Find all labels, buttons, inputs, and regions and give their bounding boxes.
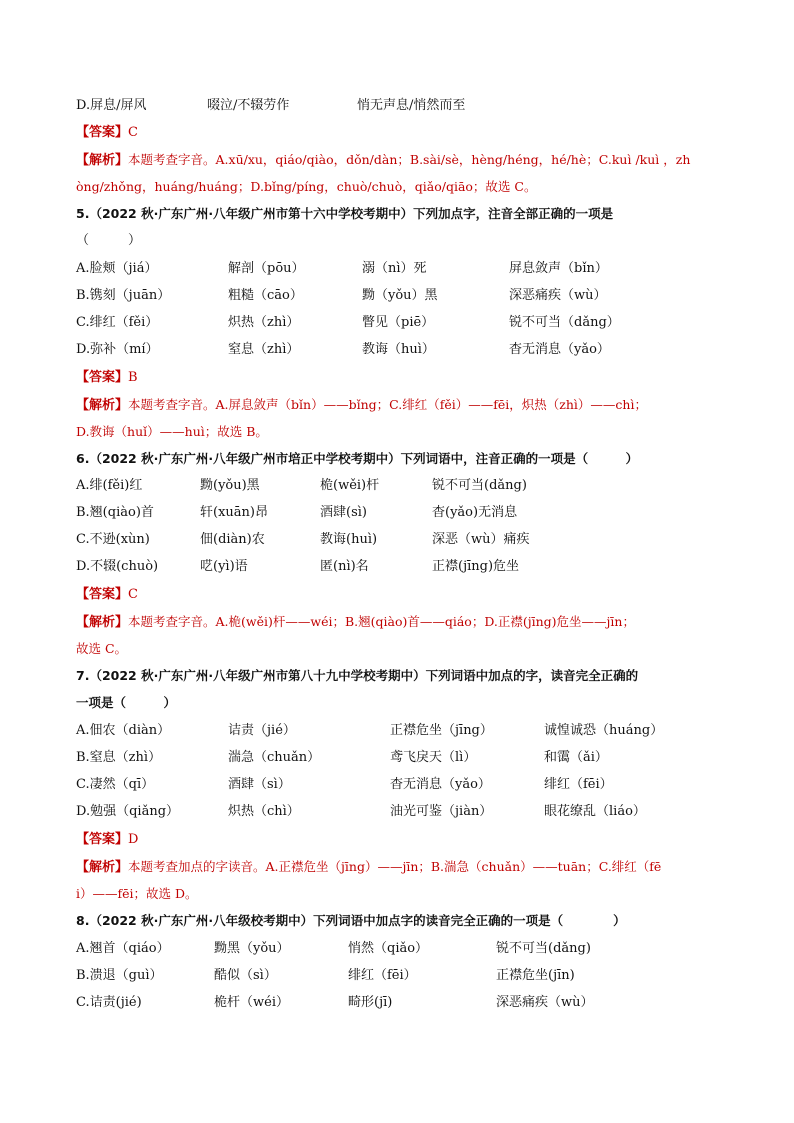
answer-tag: 【答案】 (76, 125, 129, 140)
option-item: B.窒息（zhì） (76, 750, 162, 765)
option-item: 正襟危坐（jīng） (390, 723, 493, 738)
option-item: A.翘首（qiáo） (76, 941, 170, 956)
q7-analysis-line-2 (76, 885, 198, 904)
option-item: 油光可鉴（jiàn） (390, 804, 493, 819)
q8-stem-line-1: 8.（2022 秋·广东广州·八年级校考期中）下列词语中加点字的读音完全正确的一项是（ ） (76, 913, 626, 928)
q5-answer (76, 369, 138, 387)
option-item: 深恶痛疾（wù） (509, 288, 607, 303)
analysis-tag: 【解析】 (76, 860, 129, 875)
option-item: 鸢飞戾天（lì） (390, 750, 477, 765)
option-item: 佃(diàn)农 (200, 532, 265, 547)
option-item: 瞥见（piē） (362, 315, 435, 330)
option-item: C.诘责(jié) (76, 995, 142, 1010)
answer-value: B (128, 370, 138, 385)
option-item: 诘责（jié） (228, 723, 296, 738)
analysis-text: D.教诲（huǐ）——huì；故选 B。 (76, 424, 268, 439)
analysis-tag: 【解析】 (76, 153, 129, 168)
option-item: 窒息（zhì） (228, 342, 300, 357)
option-item: 杳无消息（yǎo） (390, 777, 491, 792)
option-item: C.不逊(xùn) (76, 532, 150, 547)
option-item: 黝（yǒu）黑 (362, 288, 438, 303)
option-item: D.弥补（mí） (76, 342, 159, 357)
option-item: B.翘(qiào)首 (76, 505, 154, 520)
analysis-text: 故选 C。 (76, 641, 128, 656)
option-d-item-2: 啜泣/不辍劳作 (207, 98, 290, 113)
option-item: 桅(wěi)杆 (320, 478, 380, 493)
option-item: C.绯红（fěi） (76, 315, 159, 330)
option-item: 和霭（ǎi） (544, 750, 608, 765)
option-d-item-1: D.屏息/屏风 (76, 98, 147, 113)
option-item: 溺（nì）死 (362, 261, 427, 276)
q4-answer (76, 124, 138, 142)
option-item: 湍急（chuǎn） (228, 750, 321, 765)
analysis-text: 本题考查字音。A.屏息敛声（bǐn）——bǐng；C.绯红（fěi）——fēi，炽热（zhì）——chì； (128, 397, 647, 412)
option-item: 黝黑（yǒu） (214, 941, 290, 956)
option-item: B.溃退（guì） (76, 968, 163, 983)
answer-value: C (128, 125, 138, 140)
q7-analysis-line-1 (76, 858, 661, 877)
q5-analysis-line-2 (76, 423, 268, 442)
option-item: 炽热（chì） (228, 804, 300, 819)
option-item: 黝(yǒu)黑 (200, 478, 260, 493)
option-item: 畸形(jī) (348, 995, 393, 1010)
q7-stem-line-1: 7.（2022 秋·广东广州·八年级广州市第八十九中学校考期中）下列词语中加点的字，读音完全正确的 (76, 668, 639, 683)
analysis-text: òng/zhǒng，huáng/huáng；D.bǐng/píng，chuò/chuò，qiǎo/qiāo；故选 C。 (76, 179, 537, 194)
option-item: 解剖（pōu） (228, 261, 305, 276)
analysis-text: 本题考查字音。A.xū/xu，qiáo/qiào，dǒn/dàn；B.sài/sè，hèng/héng，hé/hè；C.kuì /kuì ，zh (128, 152, 691, 167)
option-item: 正襟(jīng)危坐 (432, 559, 520, 574)
q6-analysis-line-2 (76, 640, 127, 659)
option-d-item-3: 悄无声息/悄然而至 (357, 98, 466, 113)
option-item: 呓(yì)语 (200, 559, 248, 574)
option-item: 粗糙（cāo） (228, 288, 303, 303)
option-item: 教诲(huì) (320, 532, 378, 547)
option-item: 绯红（fēi） (544, 777, 613, 792)
option-item: 正襟危坐(jīn) (496, 968, 575, 983)
option-item: 教诲（huì） (362, 342, 435, 357)
answer-tag: 【答案】 (76, 832, 129, 847)
option-item: 绯红（fēi） (348, 968, 417, 983)
option-item: B.镌刻（juān） (76, 288, 171, 303)
option-item: 炽热（zhì） (228, 315, 300, 330)
q4-analysis-line-2 (76, 178, 536, 197)
q6-answer (76, 586, 138, 604)
option-item: A.脸颊（jiá） (76, 261, 158, 276)
option-item: 屏息敛声（bǐn） (509, 261, 608, 276)
option-item: 杳无消息（yǎo） (509, 342, 610, 357)
option-item: D.不辍(chuò) (76, 559, 159, 574)
q6-stem-line-1: 6.（2022 秋·广东广州·八年级广州市培正中学校考期中）下列词语中，注音正确的一项是（ ） (76, 451, 639, 466)
q4-analysis-line-1 (76, 151, 690, 170)
q7-stem-line-2: 一项是（ ） (76, 695, 177, 710)
option-item: 杳(yǎo)无消息 (432, 505, 518, 520)
option-item: A.绯(fěi)红 (76, 478, 143, 493)
q5-analysis-line-1 (76, 396, 647, 415)
option-item: 锐不可当(dǎng) (432, 478, 527, 493)
option-item: 诚惶诚恐（huáng） (544, 723, 664, 738)
analysis-tag: 【解析】 (76, 615, 129, 630)
option-item: 锐不可当（dǎng） (509, 315, 620, 330)
option-item: D.勉强（qiǎng） (76, 804, 180, 819)
q6-analysis-line-1 (76, 613, 635, 632)
option-item: 酒肆(sì) (320, 505, 367, 520)
answer-tag: 【答案】 (76, 587, 129, 602)
option-item: 轩(xuān)昂 (200, 505, 268, 520)
q5-stem-line-1: 5.（2022 秋·广东广州·八年级广州市第十六中学校考期中）下列加点字，注音全部正确的一项是 (76, 206, 614, 221)
option-item: 酒肆（sì） (228, 777, 291, 792)
option-item: 锐不可当(dǎng) (496, 941, 591, 956)
analysis-text: 本题考查字音。A.桅(wěi)杆——wéi；B.翘(qiào)首——qiáo；D.正襟(jīng)危坐——jīn； (128, 614, 635, 629)
answer-tag: 【答案】 (76, 370, 129, 385)
option-item: A.佃农（diàn） (76, 723, 171, 738)
answer-value: C (128, 587, 138, 602)
q5-stem-line-2: （ ） (76, 233, 142, 248)
analysis-text: i）——fēi；故选 D。 (76, 886, 198, 901)
analysis-text: 本题考查加点的字读音。A.正襟危坐（jīng）——jīn；B.湍急（chuǎn）——tuān；C.绯红（fē (128, 859, 662, 874)
option-item: 桅杆（wéi） (214, 995, 289, 1010)
option-item: C.凄然（qī） (76, 777, 155, 792)
option-item: 悄然（qiǎo） (348, 941, 429, 956)
option-item: 匿(nì)名 (320, 559, 369, 574)
analysis-tag: 【解析】 (76, 398, 129, 413)
q7-answer (76, 831, 138, 849)
answer-value: D (128, 832, 139, 847)
option-item: 深恶痛疾（wù） (496, 995, 594, 1010)
option-item: 酷似（sì） (214, 968, 277, 983)
option-item: 眼花缭乱（liáo） (544, 804, 646, 819)
option-item: 深恶（wù）痛疾 (432, 532, 530, 547)
